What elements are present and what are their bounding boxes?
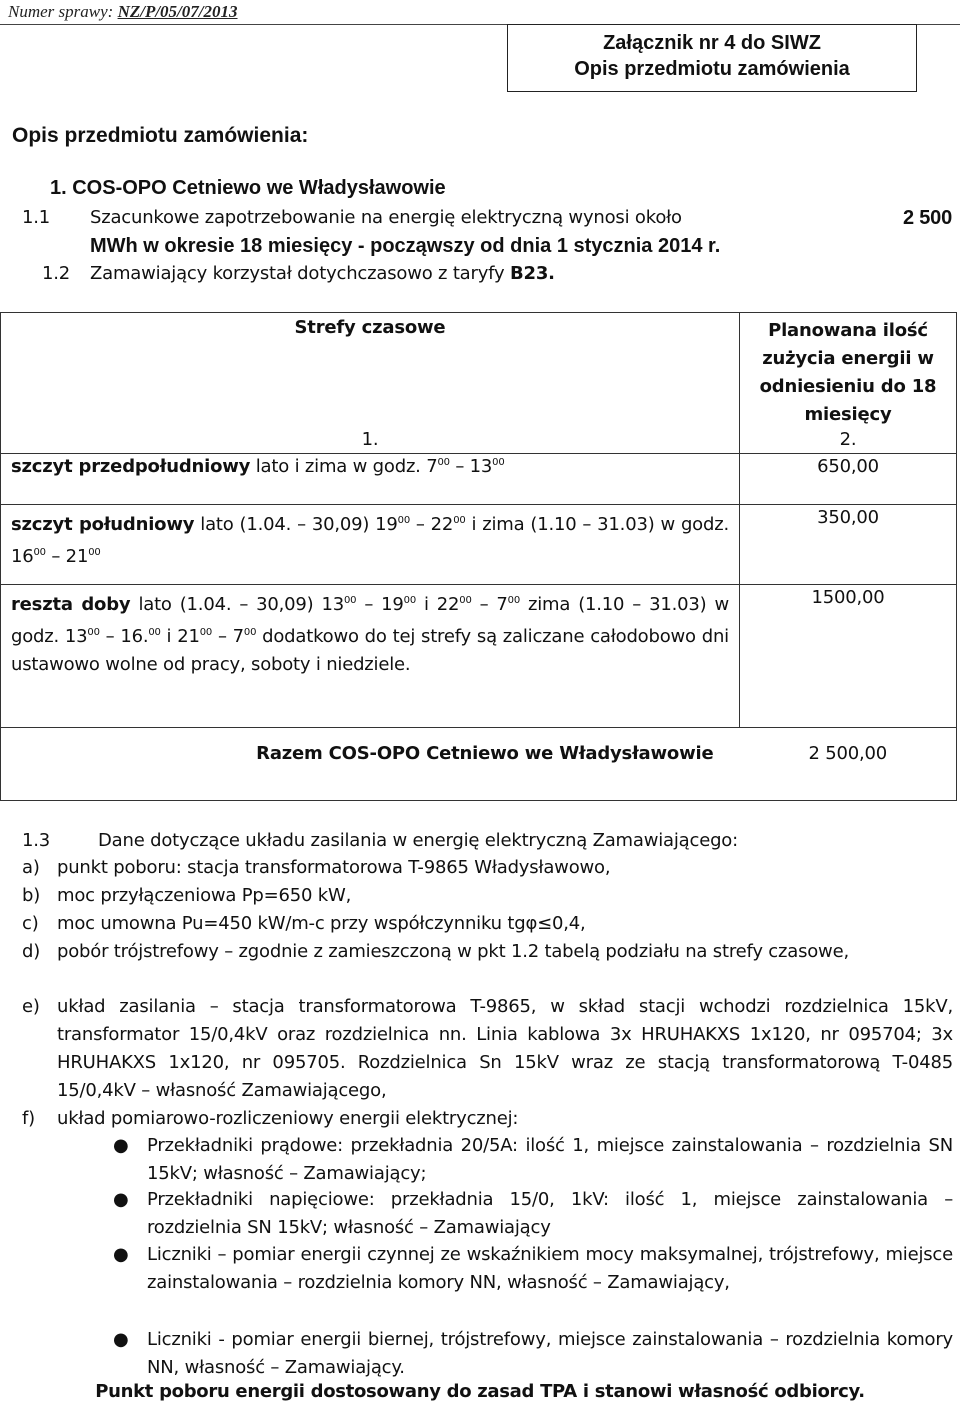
zone-desc: lato (1.04. – 30,09) 19	[200, 513, 398, 535]
bullet-icon: ●	[113, 1189, 129, 1210]
list-text-f: układ pomiarowo-rozliczeniowy energii elektrycznej:	[57, 1108, 519, 1129]
list-text-b: moc przyłączeniowa Pp=650 kW,	[57, 885, 352, 906]
bullet-text-3: Liczniki – pomiar energii czynnej ze wskaźnikiem mocy maksymalnej, trójstrefowy, miejsce zainstalowania – rozdzielnia komory NN, własność – Zamawiający,	[147, 1244, 953, 1293]
final-note: Punkt poboru energii dostosowany do zasad TPA i stanowi własność odbiorcy.	[95, 1381, 865, 1402]
list-item-c	[22, 913, 39, 934]
col-header-planned: Planowana ilość zużycia energii w odniesieniu do 18 miesięcy	[740, 313, 957, 430]
col-header-zones: Strefy czasowe	[1, 313, 740, 430]
list-text-c: moc umowna Pu=450 kW/m-c przy współczynniku tgφ≤0,4,	[57, 913, 586, 934]
item-1-2-line	[90, 263, 555, 284]
zone-name: reszta doby	[11, 593, 131, 615]
list-letter: c)	[22, 913, 39, 934]
time-zones-table	[0, 312, 957, 801]
annex-line-2: Opis przedmiotu zamówienia	[574, 58, 850, 80]
list-letter: d)	[22, 941, 41, 962]
list-text-e: układ zasilania – stacja transformatorowa T-9865, w skład stacji wchodzi rozdzielnica 15kV, transformator 15/0,4kV oraz rozdzielnica nn. Linia kablowa 3x HRUHAKXS 1x120, nr 095704; 3x HRUHAKXS 1x120, nr 095705. Rozdzielnica Sn 15kV wraz ze stacją transformatorową T-0485 15/0,4kV – własność Zamawiającego,	[57, 996, 953, 1101]
zone-row-1: szczyt przedpołudniowy lato i zima w godz. $7^{00} - 13^{00}$	[1, 453, 740, 504]
zone-row-3: reszta doby lato (1.04. – 30,09) $13^{00} - 19^{00}$ i $22^{00} - 7^{00}$ zima (1.10 – 31.03) w godz. $13^{00} - 16.00$ i $21^{00} - 7^{00}$ dodatkowo do tej strefy są zaliczane całodobowo dni ustawowo wolne od pracy, soboty i niedziele.	[1, 584, 740, 727]
item-1-1-line-1	[90, 207, 952, 230]
list-letter: a)	[22, 857, 40, 878]
list-text-a: punkt poboru: stacja transformatorowa T-9865 Władysławowo,	[57, 857, 611, 878]
item-1-1-number: 1.1	[22, 207, 51, 228]
zone-name: szczyt południowy	[11, 513, 195, 535]
section-title: Opis przedmiotu zamówienia:	[12, 124, 309, 147]
list-item-a	[22, 857, 40, 878]
zone-desc: lato i zima w godz. 7	[255, 455, 438, 477]
list-letter: e)	[22, 996, 40, 1017]
total-label: Razem COS-OPO Cetniewo we Władysławowie	[1, 727, 740, 800]
item-1-3-text: Dane dotyczące układu zasilania w energię elektryczną Zamawiającego:	[98, 830, 738, 851]
item-1-heading: 1. COS-OPO Cetniewo we Władysławowie	[50, 177, 446, 199]
item-1-2-text: Zamawiający korzystał dotychczasowo z taryfy	[90, 263, 505, 284]
item-1-2-tariff: B23.	[509, 263, 555, 284]
list-item-e	[22, 996, 40, 1017]
zone-desc: lato (1.04. – 30,09) 13	[138, 593, 345, 615]
list-item-d	[22, 941, 40, 962]
case-number-header	[8, 2, 238, 22]
bullet-icon: ●	[113, 1135, 129, 1156]
zone-name: szczyt przedpołudniowy	[11, 455, 251, 477]
annex-box	[507, 24, 917, 92]
case-number-prefix: Numer sprawy:	[8, 2, 118, 21]
list-letter: b)	[22, 885, 41, 906]
item-1-1-text: Szacunkowe zapotrzebowanie na energię elektryczną wynosi około	[90, 207, 682, 228]
list-item-f	[22, 1108, 35, 1129]
zone-value: 650,00	[740, 453, 957, 504]
col-num-2: 2.	[740, 429, 957, 453]
case-number: NZ/P/05/07/2013	[117, 2, 238, 21]
list-text-d: pobór trójstrefowy – zgodnie z zamieszczoną w pkt 1.2 tabelą podziału na strefy czasowe,	[57, 941, 849, 962]
item-1-1-amount: 2 500	[902, 207, 952, 229]
total-value: 2 500,00	[740, 727, 957, 800]
list-letter: f)	[22, 1108, 35, 1129]
zone-row-2: szczyt południowy lato (1.04. – 30,09) $19^{00} - 22^{00}$ i zima (1.10 – 31.03) w godz. $16^{00} - 21^{00}$	[1, 504, 740, 584]
item-1-2-number: 1.2	[42, 263, 71, 284]
zone-value: 1500,00	[740, 584, 957, 727]
bullet-icon: ●	[113, 1244, 129, 1265]
item-1-1-line-2: MWh w okresie 18 miesięcy - począwszy od dnia 1 stycznia 2014 r.	[90, 235, 721, 257]
col-num-1: 1.	[1, 429, 740, 453]
bullet-text-1: Przekładniki prądowe: przekładnia 20/5A: ilość 1, miejsce zainstalowania – rozdzielnia SN 15kV; własność – Zamawiający;	[147, 1135, 953, 1184]
list-item-b	[22, 885, 40, 906]
zone-value: 350,00	[740, 504, 957, 584]
bullet-text-4: Liczniki - pomiar energii biernej, trójstrefowy, miejsce zainstalowania – rozdzielnia komory NN, własność – Zamawiający.	[147, 1329, 953, 1378]
annex-line-1: Załącznik nr 4 do SIWZ	[603, 32, 821, 54]
bullet-text-2: Przekładniki napięciowe: przekładnia 15/0, 1kV: ilość 1, miejsce zainstalowania – rozdzielnia SN 15kV; własność – Zamawiający	[147, 1189, 953, 1238]
item-1-3-number: 1.3	[22, 830, 51, 851]
bullet-icon: ●	[113, 1329, 129, 1350]
